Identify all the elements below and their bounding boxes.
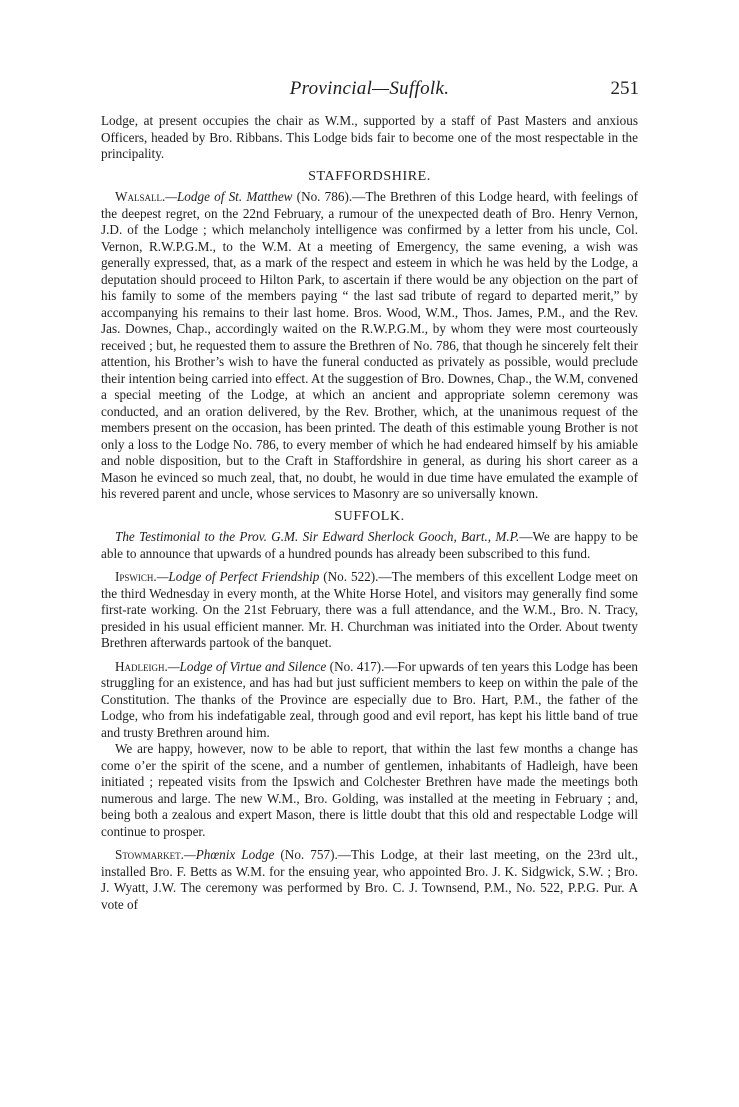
hadleigh-paragraph: [101, 659, 638, 742]
hadleigh-paragraph-2: We are happy, however, now to be able to report, that within the last few months a change has come o’er the spirit of the scene, and a number of gentlemen, inhabitants of Hadleigh, have been initiated ; repeated visits from the Ipswich and Colchester Brethren have made the meetings both numerous and large. The new W.M., Bro. Golding, was installed at the meeting in February ; and, being both a zealous and expert Mason, there is little doubt that this old and respectable Lodge will continue to prosper.: [101, 741, 638, 839]
walsall-paragraph: [101, 189, 638, 503]
page-header: [0, 78, 739, 104]
running-title: Provincial—Suffolk.: [289, 78, 450, 99]
stowmarket-paragraph: [101, 847, 638, 913]
testimonial-title: The Testimonial to the Prov. G.M. Sir Edward Sherlock Gooch, Bart., M.P.: [115, 529, 520, 544]
lodge-name: —Lodge of St. Matthew: [165, 189, 293, 204]
page-number: 251: [610, 78, 639, 99]
lodge-name: —Lodge of Virtue and Silence: [167, 658, 327, 674]
lodge-name: —Lodge of Perfect Friendship: [156, 569, 320, 584]
place-name: Ipswich.: [115, 569, 157, 584]
section-heading-staffordshire: STAFFORDSHIRE.: [308, 168, 431, 184]
section-heading-suffolk: SUFFOLK.: [334, 508, 405, 524]
paragraph-text: (No. 417).—For upwards of ten years this Lodge has been struggling for an existence, and has had but just sufficient members to keep on within the pale of the Constitution. The thanks of the Province are especially due to Bro. Hart, P.M., the father of the Lodge, who from his indefatigable zeal, through good and evil report, has kept his little band of true and trusty Brethren around him.: [101, 658, 638, 740]
testimonial-paragraph: [101, 529, 638, 562]
place-name: Hadleigh.: [115, 658, 168, 674]
paragraph-text: (No. 522).—The members of this excellent Lodge meet on the third Wednesday in every month, at the White Horse Hotel, and visitors may generally find some first-rate working. On the 21st February, there was a full attendance, and the W.M., Bro. N. Tracy, presided in his usual efficient manner. Mr. H. Churchman was initiated into the Order. About twenty Brethren afterwards partook of the banquet.: [101, 569, 638, 650]
ipswich-paragraph: [101, 569, 638, 652]
paragraph-text: (No. 757).—This Lodge, at their last meeting, on the 23rd ult., installed Bro. F. Betts as W.M. for the ensuing year, who appointed Bro. J. K. Sidgwick, S.W. ; Bro. J. Wyatt, J.W. The ceremony was performed by Bro. C. J. Townsend, P.M., No. 522, P.P.G. Pur. A vote of: [101, 847, 638, 912]
place-name: Walsall.: [115, 189, 166, 204]
article-body: [101, 113, 638, 913]
paragraph-text: (No. 786).—The Brethren of this Lodge heard, with feelings of the deepest regret, on the 22nd February, a rumour of the unexpected death of Bro. Henry Vernon, J.D. of the Lodge ; which melancholy intelligence was confirmed by a letter from his uncle, Col. Vernon, R.W.P.G.M., to the W.M. At a meeting of Emergency, the same evening, a wish was generally expressed, that, as a mark of the respect and esteem in which he was held by the Lodge, a deputation should proceed to Hilton Park, to ascertain if there would be any objection on the part of his family to some of the members paying “ the last sad tribute of regard to departed merit,” by accompanying his remains to their last home. Bros. Wood, W.M., Thos. James, P.M., and the Rev. Jas. Downes, Chap., accordingly waited on the R.W.P.G.M., by whom they were most courteously received ; but, he requested them to assure the Brethren of No. 786, that though he sincerely felt their attention, his Brother’s wish to have the funeral conducted as privately as possible, would preclude their intention being carried into effect. At the suggestion of Bro. Downes, Chap., the W.M, convened a special meeting of the Lodge, at which an ancient and appropriate solemn ceremony was conducted, and an oration delivered, by the Rev. Brother, which, at the unanimous request of the members present on the occasion, has been printed. The death of this estimable young Brother is not only a loss to the Lodge No. 786, to every member of which he had endeared himself by his amiable and noble disposition, but to the Craft in Staffordshire in general, as during his short career as a Mason he evinced so much zeal, that, no doubt, he would in due time have emulated the example of his revered parent and uncle, whose services to Masonry are so universally known.: [101, 189, 638, 501]
paragraph-text: —We are happy to be able to announce that upwards of a hundred pounds has already been subscribed to this fund.: [101, 529, 638, 561]
lodge-name: —Phœnix Lodge: [183, 847, 275, 862]
intro-paragraph: Lodge, at present occupies the chair as W.M., supported by a staff of Past Masters and anxious Officers, headed by Bro. Ribbans. This Lodge bids fair to become one of the most respectable in the principality.: [101, 113, 638, 161]
place-name: Stowmarket.: [115, 847, 184, 862]
